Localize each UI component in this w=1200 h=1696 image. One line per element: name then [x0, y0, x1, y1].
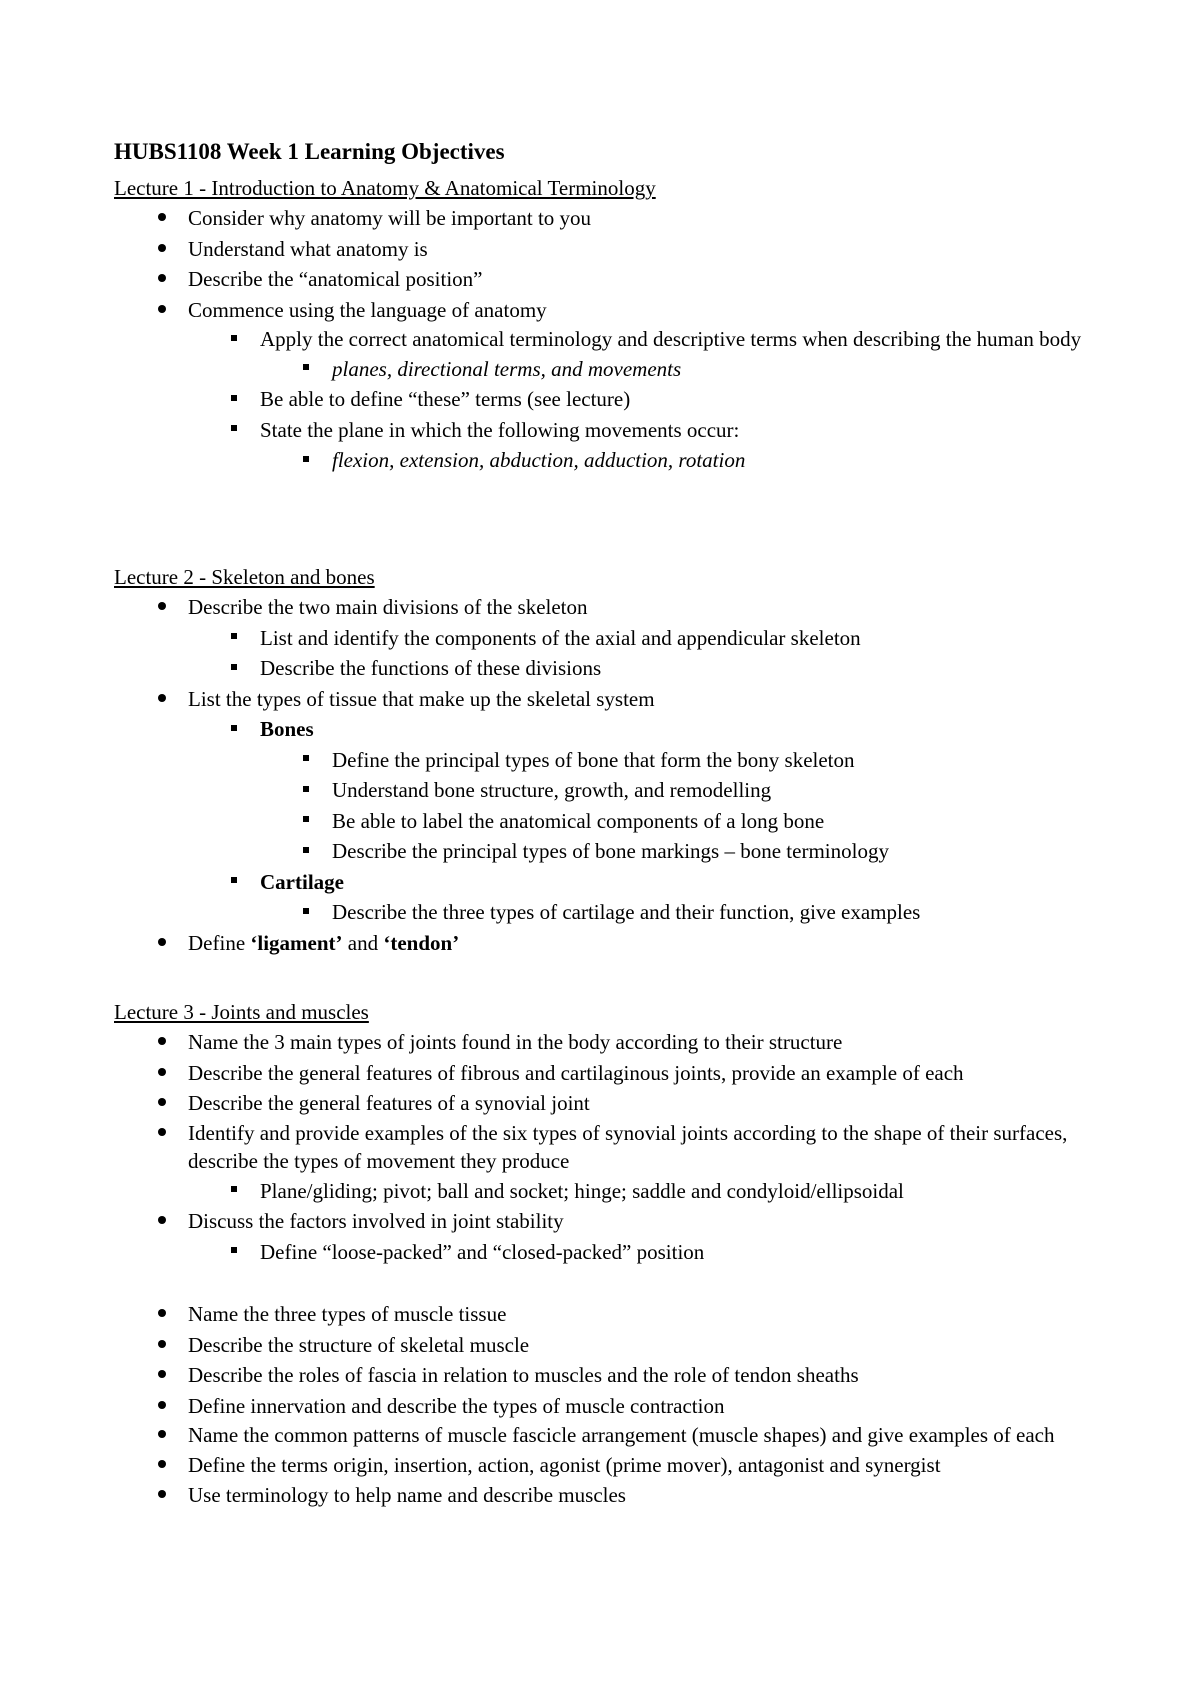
list-spacer [114, 1267, 1104, 1299]
lecture-1-heading: Lecture 1 - Introduction to Anatomy & Anatomical Terminology [114, 176, 656, 200]
list-item: Plane/gliding; pivot; ball and socket; hinge; saddle and condyloid/ellipsoidal [114, 1176, 1104, 1207]
list-item: List and identify the components of the axial and appendicular skeleton [114, 623, 1104, 654]
bullet-icon [152, 1421, 172, 1450]
bullet-icon [152, 295, 172, 326]
list-item: Apply the correct anatomical terminology and descriptive terms when describing the human body [114, 325, 1104, 354]
list-item: Describe the roles of fascia in relation to muscles and the role of tendon sheaths [114, 1360, 1104, 1391]
list-item: List the types of tissue that make up the skeletal system [114, 684, 1104, 715]
bullet-icon [152, 203, 172, 234]
list-item: Discuss the factors involved in joint stability [114, 1206, 1104, 1237]
list-item: Define the terms origin, insertion, action, agonist (prime mover), antagonist and synergist [114, 1450, 1104, 1481]
lecture-1-section [114, 173, 1104, 476]
list-item: Understand what anatomy is [114, 234, 1104, 265]
list-item: Consider why anatomy will be important to you [114, 203, 1104, 234]
square-bullet-icon [296, 836, 316, 867]
lecture-3-heading: Lecture 3 - Joints and muscles [114, 1000, 369, 1024]
lecture-2-section [114, 562, 1104, 958]
bullet-icon [152, 1058, 172, 1089]
square-bullet-icon [224, 1237, 244, 1268]
list-item: Commence using the language of anatomy [114, 295, 1104, 326]
bullet-icon [152, 1119, 172, 1148]
list-item: Cartilage [114, 867, 1104, 898]
page-title: HUBS1108 Week 1 Learning Objectives [114, 139, 505, 164]
list-item: Name the three types of muscle tissue [114, 1299, 1104, 1330]
bullet-icon [152, 1027, 172, 1058]
bullet-icon [152, 1480, 172, 1511]
square-bullet-icon [296, 897, 316, 928]
bullet-icon [152, 1330, 172, 1361]
list-item: Define the principal types of bone that form the bony skeleton [114, 745, 1104, 776]
list-item: Describe the general features of a synovial joint [114, 1088, 1104, 1119]
lecture-1-list [114, 203, 1104, 476]
list-item: Name the 3 main types of joints found in the body according to their structure [114, 1027, 1104, 1058]
square-bullet-icon [296, 354, 316, 385]
square-bullet-icon [224, 867, 244, 898]
bullet-icon [152, 592, 172, 623]
square-bullet-icon [296, 806, 316, 837]
bullet-icon [152, 1391, 172, 1422]
list-item: Describe the structure of skeletal muscle [114, 1330, 1104, 1361]
list-item: Be able to label the anatomical components of a long bone [114, 806, 1104, 837]
list-item: Describe the general features of fibrous and cartilaginous joints, provide an example of each [114, 1058, 1104, 1089]
list-item: planes, directional terms, and movements [114, 354, 1104, 385]
list-item: State the plane in which the following movements occur: [114, 415, 1104, 446]
square-bullet-icon [296, 445, 316, 476]
list-item: Describe the functions of these divisions [114, 653, 1104, 684]
list-item: Describe the “anatomical position” [114, 264, 1104, 295]
square-bullet-icon [224, 714, 244, 745]
list-item: Describe the principal types of bone markings – bone terminology [114, 836, 1104, 867]
list-item: Name the common patterns of muscle fascicle arrangement (muscle shapes) and give examples of each [114, 1421, 1104, 1450]
list-item: Define “loose-packed” and “closed-packed” position [114, 1237, 1104, 1268]
bullet-icon [152, 1299, 172, 1330]
list-item: Define ‘ligament’ and ‘tendon’ [114, 928, 1104, 959]
lecture-3-list [114, 1027, 1104, 1511]
lecture-2-heading: Lecture 2 - Skeleton and bones [114, 565, 375, 589]
list-item: Be able to define “these” terms (see lecture) [114, 384, 1104, 415]
list-item: Describe the two main divisions of the skeleton [114, 592, 1104, 623]
square-bullet-icon [296, 775, 316, 806]
bullet-icon [152, 264, 172, 295]
list-item: Describe the three types of cartilage and their function, give examples [114, 897, 1104, 928]
square-bullet-icon [224, 384, 244, 415]
square-bullet-icon [224, 325, 244, 354]
square-bullet-icon [224, 415, 244, 446]
bullet-icon [152, 1360, 172, 1391]
lecture-2-list [114, 592, 1104, 958]
list-item: Use terminology to help name and describe muscles [114, 1480, 1104, 1511]
list-item: Identify and provide examples of the six types of synovial joints according to the shape of their surfaces, describe the types of movement they produce [114, 1119, 1104, 1176]
bullet-icon [152, 928, 172, 959]
lecture-3-section [114, 997, 1104, 1511]
bullet-icon [152, 684, 172, 715]
bullet-icon [152, 1206, 172, 1237]
square-bullet-icon [224, 1176, 244, 1207]
bullet-icon [152, 1088, 172, 1119]
list-item: Define innervation and describe the types of muscle contraction [114, 1391, 1104, 1422]
bullet-icon [152, 1450, 172, 1481]
list-item: Bones [114, 714, 1104, 745]
list-item: Understand bone structure, growth, and remodelling [114, 775, 1104, 806]
square-bullet-icon [224, 653, 244, 684]
bullet-icon [152, 234, 172, 265]
square-bullet-icon [296, 745, 316, 776]
square-bullet-icon [224, 623, 244, 654]
list-item: flexion, extension, abduction, adduction, rotation [114, 445, 1104, 476]
